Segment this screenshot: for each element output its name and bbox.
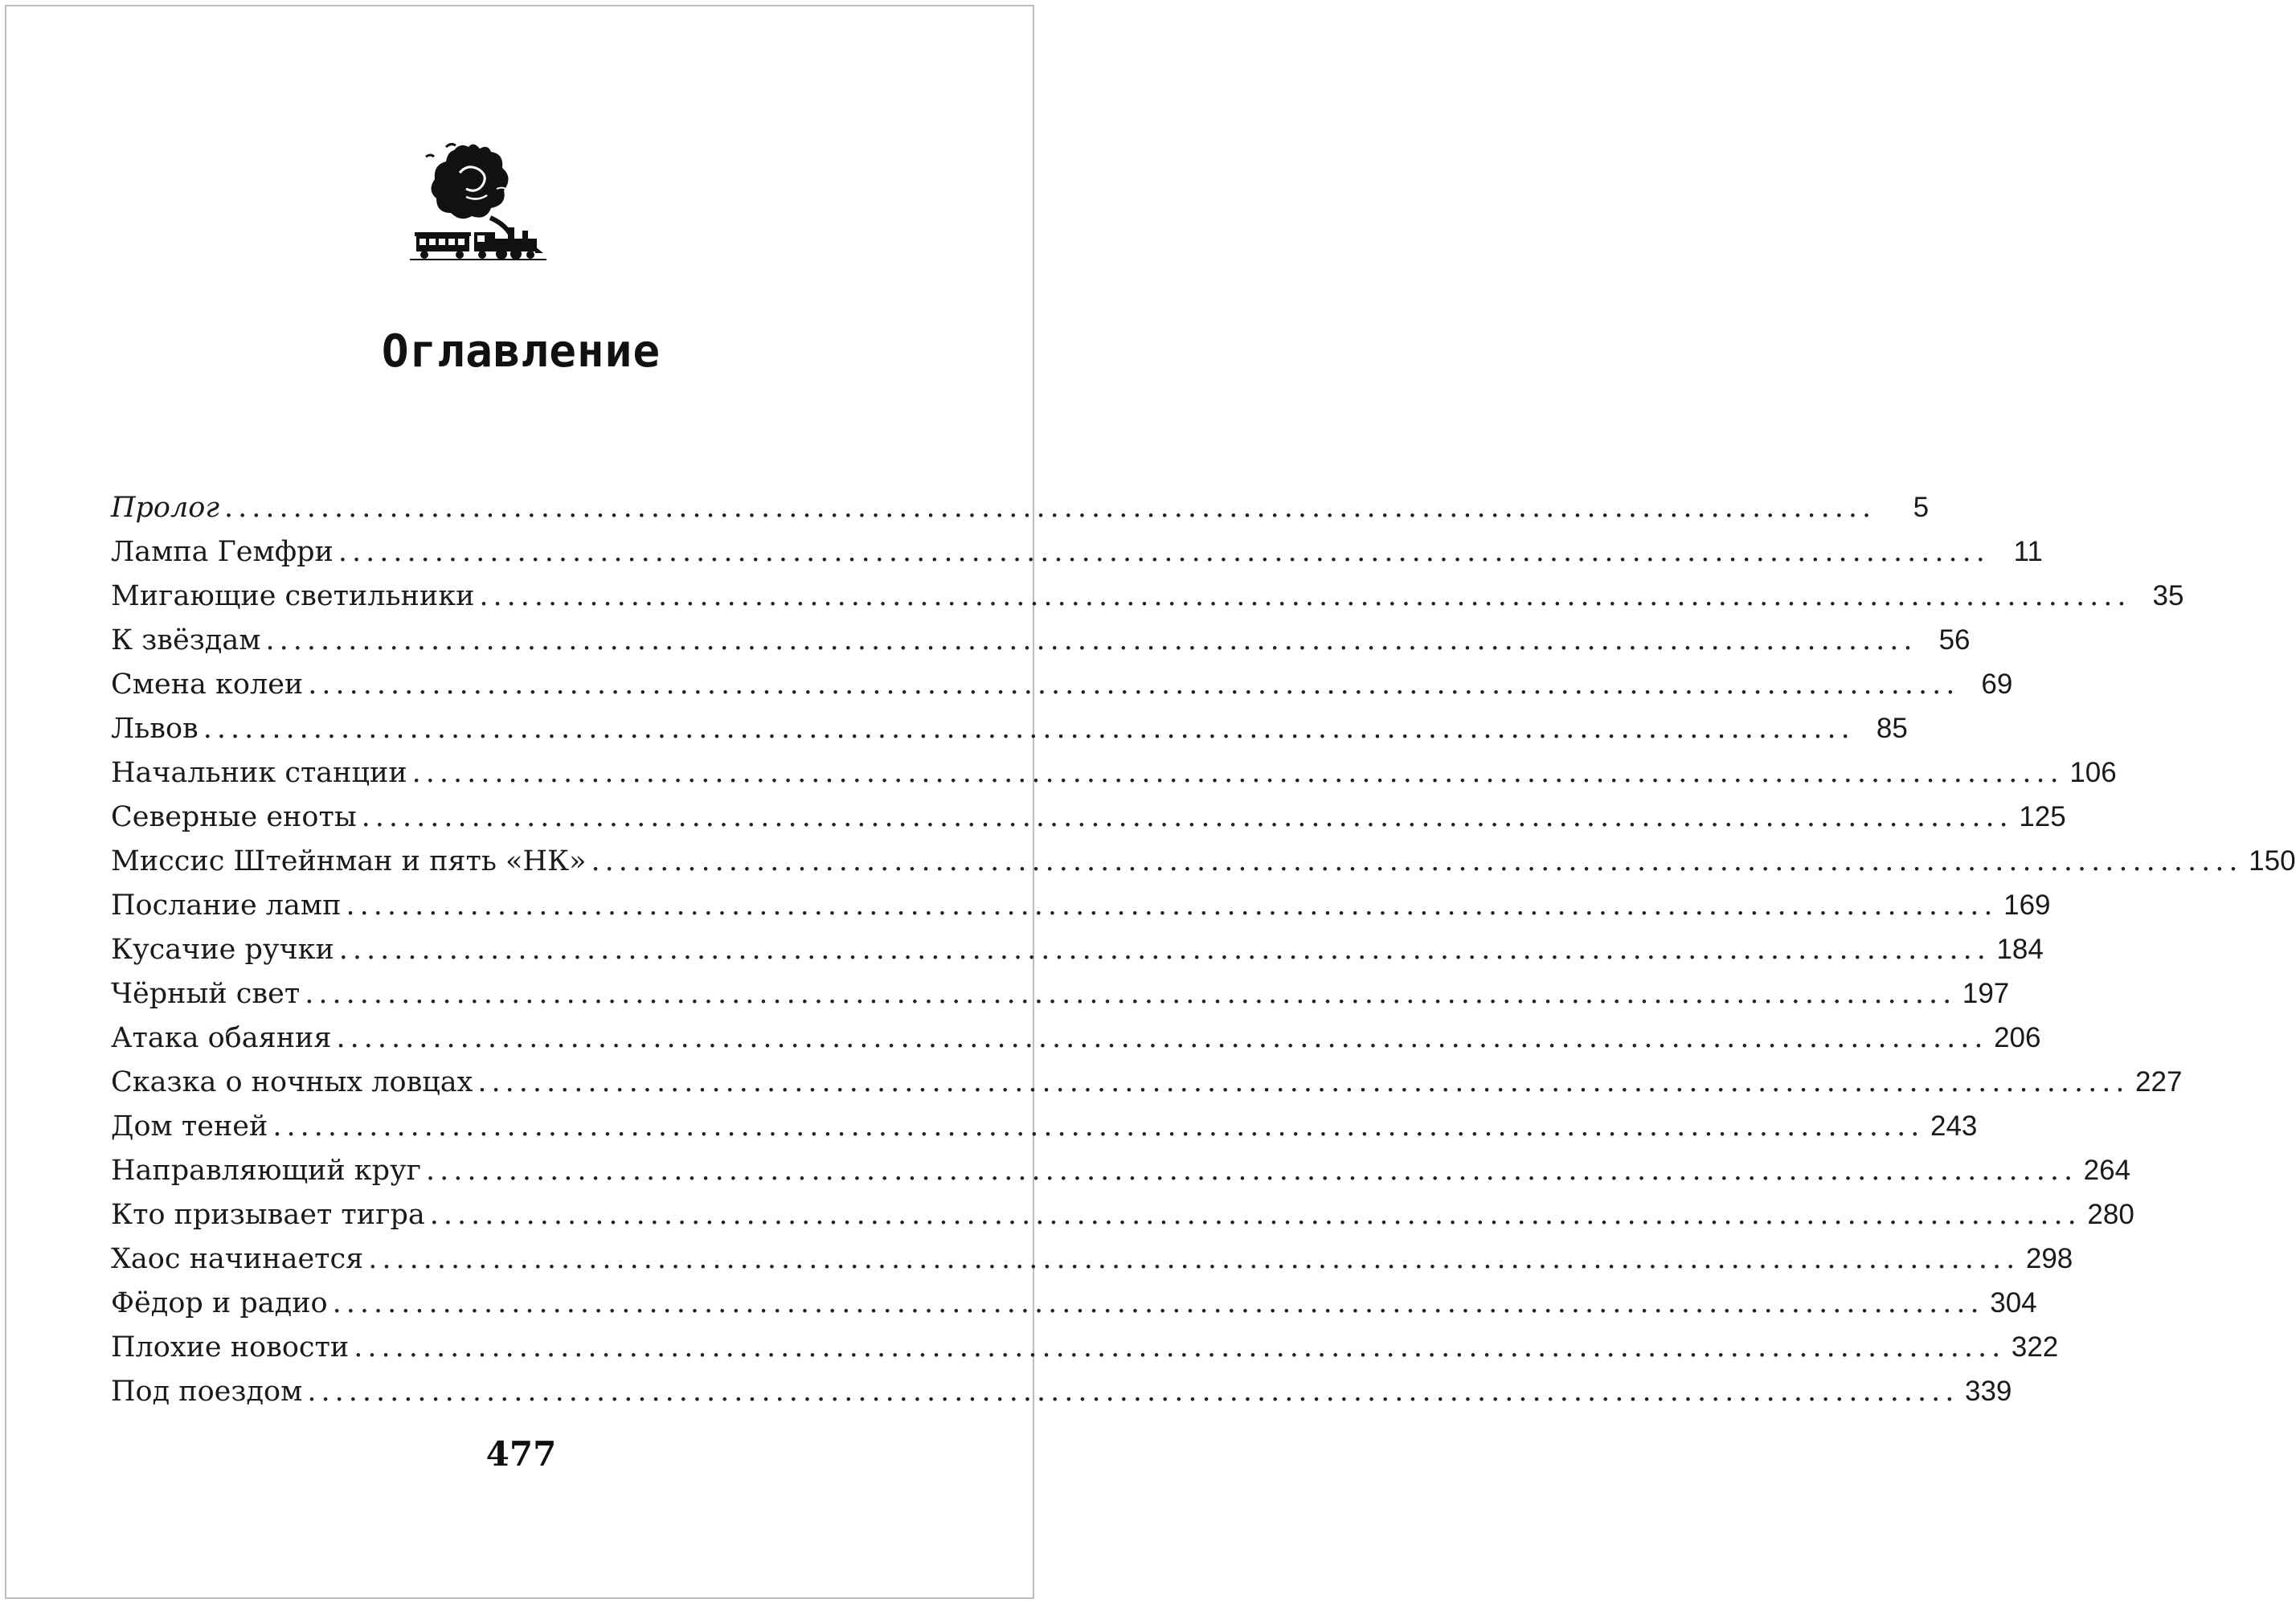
toc-entry-page: 125: [2019, 801, 2066, 832]
toc-entry-title: Миссис Штейнман и пять «НК»: [111, 845, 587, 877]
toc-entry-title: Северные еноты: [111, 801, 357, 833]
toc-entry-title: Дом теней: [111, 1110, 268, 1143]
toc-leader-dots: ........................................................................................................................: [479, 580, 2131, 612]
toc-entry[interactable]: [111, 669, 2013, 713]
toc-entry-page: 5: [1913, 492, 1930, 523]
toc-leader-dots: ........................................................................................................................: [591, 845, 2243, 877]
toc-entry[interactable]: [111, 1243, 2073, 1287]
toc-entry-title: Кто призывает тигра: [111, 1199, 425, 1231]
toc-leader-dots: ........................................................................................................................: [426, 1155, 2078, 1187]
toc-leader-dots: ........................................................................................................................: [203, 713, 1855, 745]
toc-leader-dots: ........................................................................................................................: [354, 1331, 2006, 1364]
toc-entry-page: 264: [2083, 1155, 2131, 1186]
toc-entry[interactable]: [111, 713, 1908, 757]
toc-leader-dots: ........................................................................................................................: [411, 757, 2064, 789]
toc-entry-title: Чёрный свет: [111, 978, 301, 1010]
toc-entry[interactable]: [111, 978, 2010, 1022]
toc-entry-page: 35: [2152, 580, 2184, 611]
toc-entry[interactable]: [111, 1199, 2134, 1243]
toc-entry-page: 69: [1981, 669, 2013, 700]
toc-entry-title: Кусачие ручки: [111, 934, 334, 966]
toc-entry-title: Послание ламп: [111, 889, 342, 922]
toc-leader-dots: ........................................................................................................................: [361, 801, 2013, 833]
toc-leader-dots: ........................................................................................................................: [429, 1199, 2081, 1231]
toc-entry-page: 56: [1938, 624, 1971, 656]
toc-leader-dots: ........................................................................................................................: [346, 889, 1998, 922]
toc-entry-title: Мигающие светильники: [111, 580, 475, 612]
toc-leader-dots: ........................................................................................................................: [224, 492, 1876, 524]
toc-entry-title: Смена колеи: [111, 669, 304, 701]
toc-entry[interactable]: [111, 1110, 1978, 1155]
toc-leader-dots: ........................................................................................................................: [368, 1243, 2020, 1275]
toc-leader-dots: ........................................................................................................................: [272, 1110, 1925, 1143]
toc-entry[interactable]: [111, 624, 1971, 669]
toc-leader-dots: ........................................................................................................................: [307, 1376, 1959, 1408]
toc-entry-title: Направляющий круг: [111, 1155, 422, 1187]
toc-entry-page: 304: [1990, 1287, 2037, 1319]
page-number: 477: [485, 1434, 557, 1474]
toc-entry[interactable]: [111, 845, 2296, 889]
toc-entry-title: Львов: [111, 713, 198, 745]
toc-entry-page: 243: [1930, 1110, 1978, 1142]
toc-entry-page: 197: [1962, 978, 2010, 1009]
toc-leader-dots: ........................................................................................................................: [338, 536, 1990, 568]
toc-entry-page: 150: [2249, 845, 2296, 877]
toc-entry-title: Хаос начинается: [111, 1243, 364, 1275]
toc-entry-page: 280: [2087, 1199, 2134, 1230]
toc-entry[interactable]: [111, 1066, 2183, 1110]
table-of-contents: [111, 492, 2296, 1420]
toc-entry-page: 184: [1996, 934, 2044, 965]
toc-entry-page: 227: [2135, 1066, 2183, 1098]
toc-entry-page: 169: [2003, 889, 2051, 921]
toc-leader-dots: ........................................................................................................................: [338, 934, 1991, 966]
toc-entry-title: Начальник станции: [111, 757, 407, 789]
toc-leader-dots: ........................................................................................................................: [265, 624, 1917, 656]
toc-entry-page: 106: [2069, 757, 2117, 788]
toc-entry[interactable]: [111, 801, 2066, 845]
toc-entry-title: Плохие новости: [111, 1331, 350, 1364]
toc-leader-dots: ........................................................................................................................: [308, 669, 1960, 701]
toc-entry[interactable]: [111, 1155, 2131, 1199]
toc-entry[interactable]: [111, 1022, 2041, 1066]
toc-leader-dots: ........................................................................................................................: [477, 1066, 2130, 1098]
toc-entry-title: К звёздам: [111, 624, 261, 656]
toc-entry-title: Пролог: [111, 492, 220, 524]
steam-train-icon: [410, 141, 546, 261]
page-title: Оглавление: [381, 325, 661, 378]
toc-entry[interactable]: [111, 492, 1930, 536]
toc-entry-page: 322: [2011, 1331, 2059, 1363]
toc-entry-page: 339: [1964, 1376, 2012, 1407]
toc-entry-page: 206: [1994, 1022, 2041, 1053]
toc-entry-title: Лампа Гемфри: [111, 536, 334, 568]
toc-entry[interactable]: [111, 536, 2043, 580]
toc-entry-page: 85: [1876, 713, 1908, 744]
toc-leader-dots: ........................................................................................................................: [336, 1022, 1988, 1054]
toc-entry-title: Фёдор и радио: [111, 1287, 328, 1319]
toc-leader-dots: ........................................................................................................................: [305, 978, 1957, 1010]
toc-entry[interactable]: [111, 757, 2117, 801]
toc-entry[interactable]: [111, 934, 2044, 978]
toc-entry[interactable]: [111, 1331, 2059, 1376]
toc-entry-title: Под поездом: [111, 1376, 303, 1408]
toc-entry-page: 298: [2025, 1243, 2073, 1274]
toc-entry-title: Сказка о ночных ловцах: [111, 1066, 473, 1098]
toc-entry[interactable]: [111, 1376, 2012, 1420]
toc-entry[interactable]: [111, 889, 2051, 934]
toc-leader-dots: ........................................................................................................................: [332, 1287, 1984, 1319]
toc-entry-title: Атака обаяния: [111, 1022, 332, 1054]
toc-entry-page: 11: [2013, 536, 2043, 567]
toc-entry[interactable]: [111, 1287, 2037, 1331]
toc-entry[interactable]: [111, 580, 2184, 624]
